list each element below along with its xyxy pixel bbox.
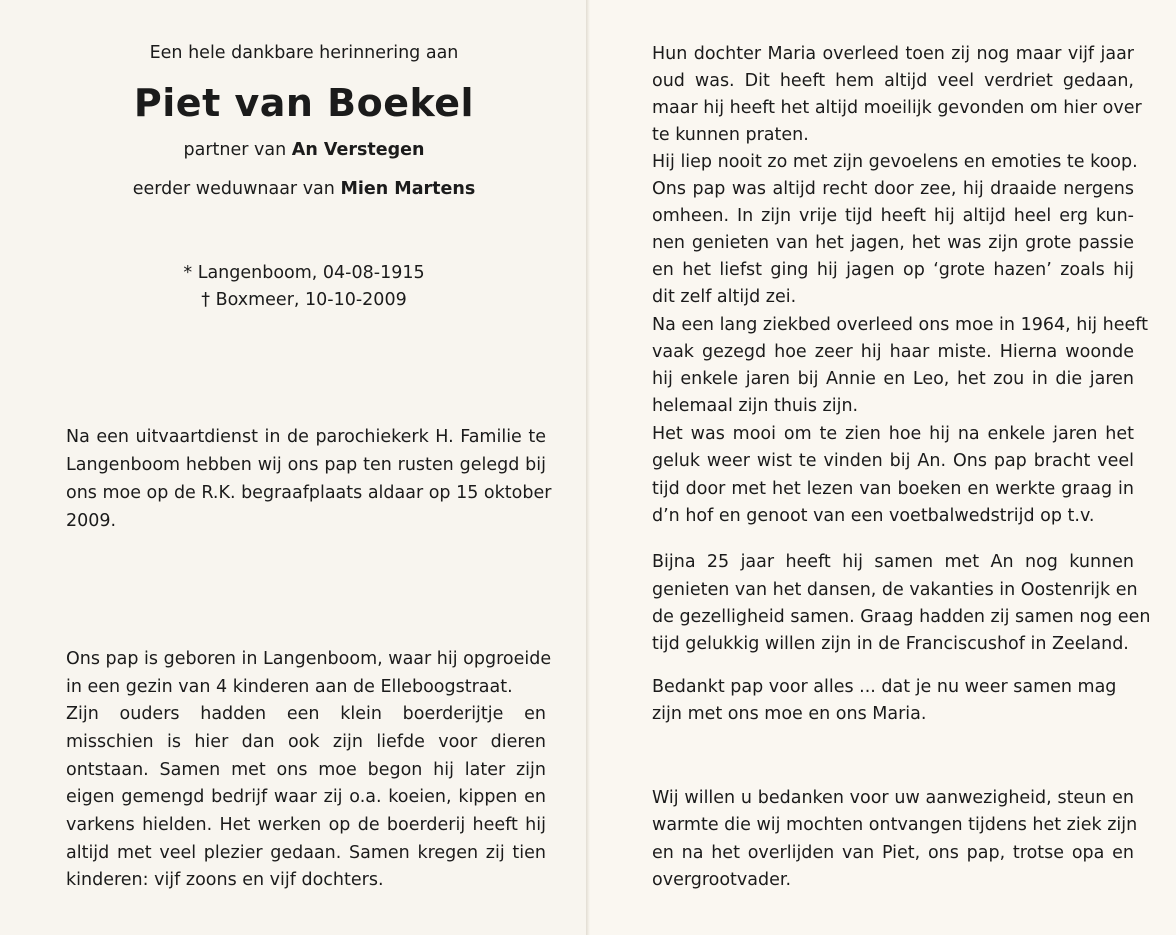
deceased-name: Piet van Boekel: [133, 81, 475, 125]
funeral-line: Na een uitvaartdienst in de parochiekerk H. Familie te: [66, 427, 546, 447]
funeral-line: ons moe op de R.K. begraafplaats aldaar op 15 oktober: [66, 483, 552, 503]
right-page: [590, 0, 1176, 935]
bio-line: ontstaan. Samen met ons moe begon hij later zijn: [66, 760, 546, 780]
story-line: vaak gezegd hoe zeer hij haar miste. Hierna woonde: [652, 342, 1134, 362]
thanks-line: Wij willen u bedanken voor uw aanwezigheid, steun en: [652, 788, 1134, 808]
story-line: maar hij heeft het altijd moeilijk gevonden om hier over: [652, 98, 1142, 118]
left-page: [0, 0, 586, 935]
death-line: † Boxmeer, 10-10-2009: [201, 290, 407, 310]
story-line: tijd gelukkig willen zijn in de Franciscushof in Zeeland.: [652, 634, 1129, 654]
story-line: Het was mooi om te zien hoe hij na enkele jaren het: [652, 424, 1134, 444]
bio-line: in een gezin van 4 kinderen aan de Elleboogstraat.: [66, 677, 513, 697]
story-line: Hij liep nooit zo met zijn gevoelens en emoties te koop.: [652, 152, 1138, 172]
bio-line: kinderen: vijf zoons en vijf dochters.: [66, 870, 384, 890]
bio-line: altijd met veel plezier gedaan. Samen kregen zij tien: [66, 843, 546, 863]
bio-line: Zijn ouders hadden een klein boerderijtje en: [66, 704, 546, 724]
bio-line: Ons pap is geboren in Langenboom, waar hij opgroeide: [66, 649, 552, 669]
partner-name: An Verstegen: [291, 140, 425, 160]
funeral-line: 2009.: [66, 511, 117, 531]
funeral-line: Langenboom hebben wij ons pap ten rusten gelegd bij: [66, 455, 546, 475]
birth-line: * Langenboom, 04-08-1915: [183, 263, 425, 283]
story-line: Bedankt pap voor alles ... dat je nu weer samen mag: [652, 677, 1117, 697]
story-line: de gezelligheid samen. Graag hadden zij samen nog een: [652, 607, 1151, 627]
story-line: Bijna 25 jaar heeft hij samen met An nog kunnen: [652, 552, 1134, 572]
thanks-line: en na het overlijden van Piet, ons pap, trotse opa en: [652, 843, 1134, 863]
story-line: helemaal zijn thuis zijn.: [652, 396, 859, 416]
story-line: hij enkele jaren bij Annie en Leo, het zou in die jaren: [652, 369, 1134, 389]
story-line: genieten van het dansen, de vakanties in Oostenrijk en: [652, 580, 1138, 600]
story-line: en het liefst ging hij jagen op ‘grote hazen’ zoals hij: [652, 260, 1134, 280]
story-line: Na een lang ziekbed overleed ons moe in 1964, hij heeft: [652, 315, 1148, 335]
story-line: Ons pap was altijd recht door zee, hij draaide nergens: [652, 179, 1134, 199]
story-line: te kunnen praten.: [652, 125, 809, 145]
bio-line: eigen gemengd bedrijf waar zij o.a. koeien, kippen en: [66, 787, 546, 807]
thanks-line: warmte die wij mochten ontvangen tijdens het ziek zijn: [652, 815, 1138, 835]
story-line: omheen. In zijn vrije tijd heeft hij altijd heel erg kun-: [652, 206, 1134, 226]
story-line: d’n hof en genoot van een voetbalwedstrijd op t.v.: [652, 506, 1095, 526]
partner-line: [60, 139, 548, 161]
story-line: geluk weer wist te vinden bij An. Ons pap bracht veel: [652, 451, 1134, 471]
story-line: dit zelf altijd zei.: [652, 287, 797, 307]
bio-line: varkens hielden. Het werken op de boerderij heeft hij: [66, 815, 546, 835]
widower-prefix: eerder weduwnaar van: [132, 179, 335, 199]
story-line: oud was. Dit heeft hem altijd veel verdriet gedaan,: [652, 71, 1134, 91]
story-line: zijn met ons moe en ons Maria.: [652, 704, 927, 724]
partner-prefix: partner van: [183, 140, 287, 160]
story-line: Hun dochter Maria overleed toen zij nog maar vijf jaar: [652, 44, 1134, 64]
intro-text: Een hele dankbare herinnering aan: [149, 43, 459, 63]
widower-line: [60, 178, 548, 200]
thanks-line: overgrootvader.: [652, 870, 792, 890]
story-line: tijd door met het lezen van boeken en werkte graag in: [652, 479, 1134, 499]
story-line: nen genieten van het jagen, het was zijn grote passie: [652, 233, 1134, 253]
late-wife-name: Mien Martens: [340, 179, 476, 199]
bio-line: misschien is hier dan ook zijn liefde voor dieren: [66, 732, 546, 752]
